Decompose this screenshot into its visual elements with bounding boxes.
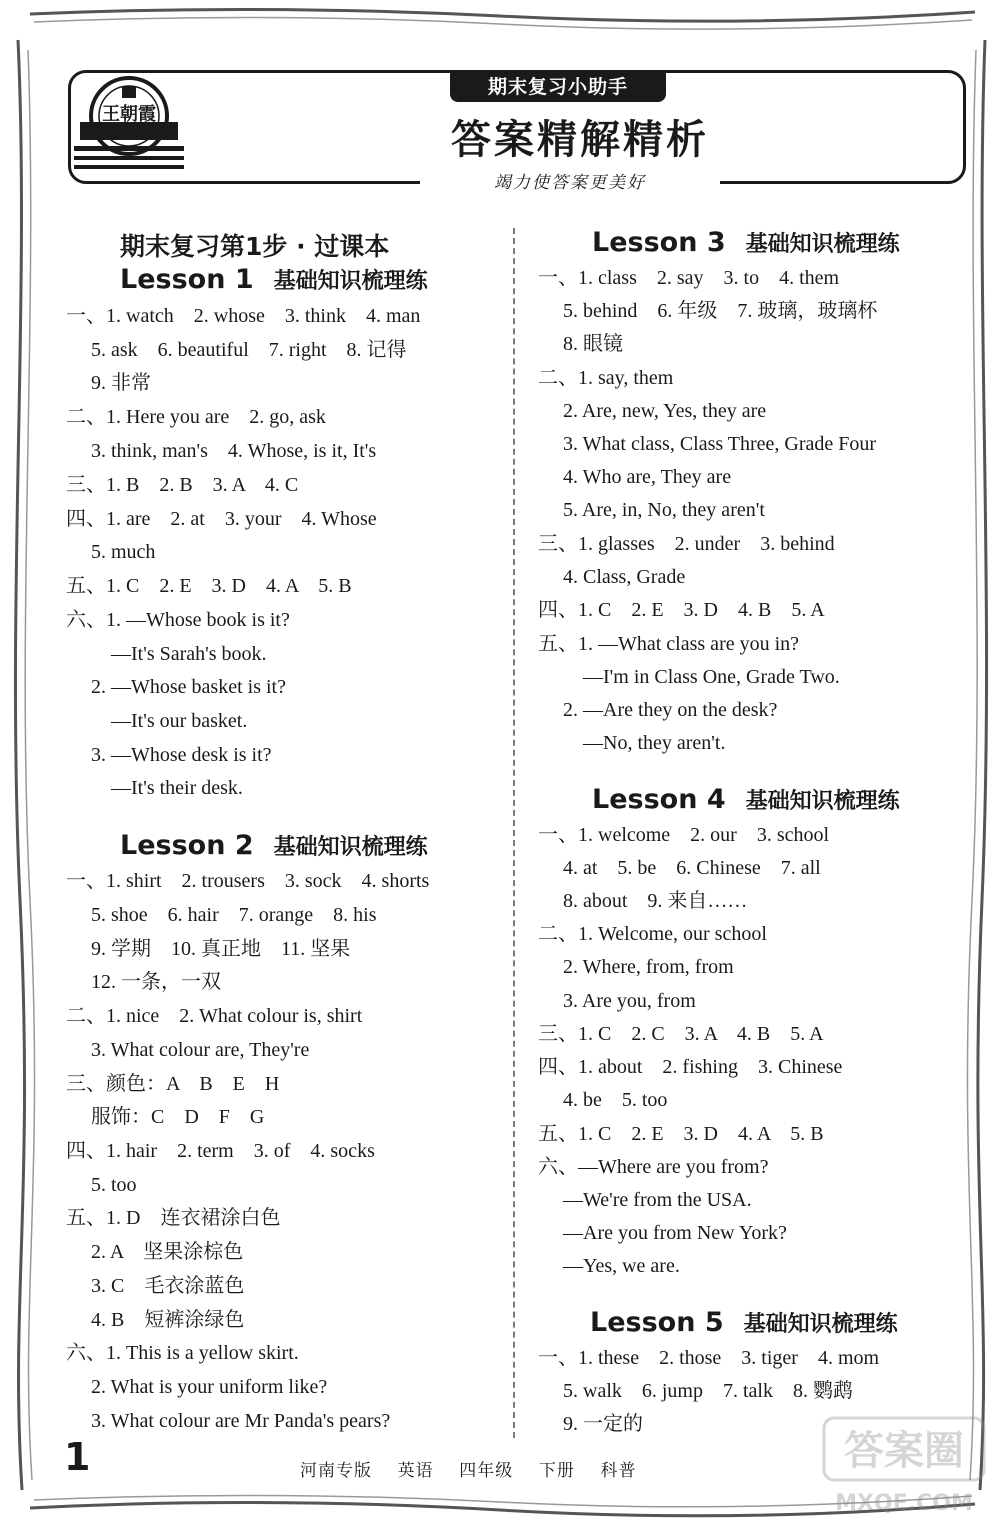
section-title: 期末复习第1步 · 过课本 (120, 232, 390, 261)
answer-line: 5. Are, in, No, they aren't (538, 499, 765, 521)
lesson-name: 基础知识梳理练 (273, 269, 428, 294)
answer-line: 2. A 坚果涂棕色 (66, 1241, 244, 1263)
answer-line: —Yes, we are. (538, 1255, 680, 1277)
answer-line: 9. 非常 (66, 372, 151, 394)
answer-line: —It's our basket. (66, 710, 248, 732)
answer-line: 5. much (66, 541, 156, 563)
lesson-number: Lesson 4 (592, 784, 726, 815)
answer-line: 2. —Whose basket is it? (66, 676, 286, 698)
answer-line: 3. think, man's 4. Whose, is it, It's (66, 440, 377, 462)
answer-line: 四、1. about 2. fishing 3. Chinese (538, 1056, 843, 1078)
answer-line: 9. 一定的 (538, 1413, 643, 1435)
brand-logo (70, 72, 188, 182)
answer-line: 五、1. D 连衣裙涂白色 (66, 1207, 281, 1229)
answer-line: 六、1. —Whose book is it? (66, 609, 290, 631)
answer-line: 12. 一条，一双 (66, 971, 221, 993)
slogan: 竭力使答案更美好 (494, 173, 646, 193)
lesson-4-title (592, 784, 900, 815)
answer-line: 一、1. watch 2. whose 3. think 4. man (66, 305, 421, 327)
watermark-text: 答案圈 (844, 1428, 964, 1474)
answer-line: 四、1. C 2. E 3. D 4. B 5. A (538, 599, 825, 621)
watermark-url: MXQE.COM (835, 1491, 973, 1516)
answer-line: 四、1. hair 2. term 3. of 4. socks (66, 1140, 375, 1162)
lesson-3-title (592, 227, 900, 258)
answer-line: 一、1. shirt 2. trousers 3. sock 4. shorts (66, 870, 430, 892)
answer-line: 三、1. C 2. C 3. A 4. B 5. A (538, 1023, 824, 1045)
answer-line: —Are you from New York? (538, 1222, 787, 1244)
answer-line: 3. Are you, from (538, 990, 696, 1012)
answer-line: 三、1. glasses 2. under 3. behind (538, 533, 835, 555)
lesson-name: 基础知识梳理练 (743, 1312, 898, 1337)
lesson-name: 基础知识梳理练 (745, 789, 900, 814)
answer-line: 4. Who are, They are (538, 466, 732, 488)
answer-line: 3. What class, Class Three, Grade Four (538, 433, 877, 455)
answer-line: 五、1. —What class are you in? (538, 633, 800, 655)
lesson-5-title (590, 1307, 898, 1338)
answer-line: 一、1. class 2. say 3. to 4. them (538, 267, 840, 289)
lesson-name: 基础知识梳理练 (745, 232, 900, 257)
lesson-number: Lesson 1 (120, 264, 254, 295)
answer-line: 3. What colour are Mr Panda's pears? (66, 1410, 391, 1432)
answer-line: 2. —Are they on the desk? (538, 699, 778, 721)
answer-line: 2. What is your uniform like? (66, 1376, 328, 1398)
answer-line: 三、颜色：A B E H (66, 1073, 280, 1095)
answer-line: 5. ask 6. beautiful 7. right 8. 记得 (66, 339, 407, 361)
lesson-name: 基础知识梳理练 (273, 835, 428, 860)
answer-line: —We're from the USA. (538, 1189, 752, 1211)
answer-line: 六、—Where are you from? (538, 1156, 769, 1178)
answer-line: 三、1. B 2. B 3. A 4. C (66, 474, 299, 496)
answer-line: —I'm in Class One, Grade Two. (538, 666, 840, 688)
answer-line: 4. Class, Grade (538, 566, 686, 588)
header-tag: 期末复习小助手 (450, 72, 666, 102)
answer-line: 五、1. C 2. E 3. D 4. A 5. B (538, 1123, 824, 1145)
answer-line: 一、1. these 2. those 3. tiger 4. mom (538, 1347, 880, 1369)
answer-line: 3. —Whose desk is it? (66, 744, 272, 766)
footer-info: 河南专版 英语 四年级 下册 科普 (300, 1461, 637, 1481)
column-divider (513, 228, 515, 1438)
answer-line: 二、1. say, them (538, 367, 674, 389)
answer-line: 六、1. This is a yellow skirt. (66, 1342, 299, 1364)
answer-line: 8. 眼镜 (538, 333, 623, 355)
lesson-number: Lesson 5 (590, 1307, 724, 1338)
answer-line: 5. behind 6. 年级 7. 玻璃，玻璃杯 (538, 300, 878, 322)
answer-line: 8. about 9. 来自…… (538, 890, 748, 912)
answer-line: 二、1. Welcome, our school (538, 923, 767, 945)
answer-line: —No, they aren't. (538, 732, 726, 754)
answer-line: 5. too (66, 1174, 137, 1196)
answer-line: 四、1. are 2. at 3. your 4. Whose (66, 508, 377, 530)
answer-line: 服饰：C D F G (66, 1106, 265, 1128)
lesson-2-title (120, 830, 428, 861)
lesson-number: Lesson 3 (592, 227, 726, 258)
answer-line: 3. What colour are, They're (66, 1039, 310, 1061)
slogan-band (420, 170, 720, 196)
answer-line: 五、1. C 2. E 3. D 4. A 5. B (66, 575, 352, 597)
answer-line: —It's Sarah's book. (66, 643, 267, 665)
answer-line: 5. walk 6. jump 7. talk 8. 鹦鹉 (538, 1380, 853, 1402)
answer-line: —It's their desk. (66, 777, 243, 799)
answer-line: 2. Where, from, from (538, 956, 734, 978)
lesson-number: Lesson 2 (120, 830, 254, 861)
lesson-1-title (120, 264, 428, 295)
answer-line: 二、1. nice 2. What colour is, shirt (66, 1005, 363, 1027)
answer-line: 2. Are, new, Yes, they are (538, 400, 767, 422)
watermark-logo (820, 1412, 990, 1522)
answer-line: 3. C 毛衣涂蓝色 (66, 1275, 245, 1297)
answer-line: 二、1. Here you are 2. go, ask (66, 406, 326, 428)
answer-line: 4. at 5. be 6. Chinese 7. all (538, 857, 821, 879)
svg-text:王朝霞: 王朝霞 (102, 104, 156, 125)
page-number: 1 (64, 1435, 91, 1479)
answer-line: 5. shoe 6. hair 7. orange 8. his (66, 904, 377, 926)
page-title: 答案精解精析 (451, 117, 709, 163)
answer-line: 4. be 5. too (538, 1089, 668, 1111)
answer-line: 9. 学期 10. 真正地 11. 坚果 (66, 938, 351, 960)
answer-line: 一、1. welcome 2. our 3. school (538, 824, 830, 846)
answer-line: 4. B 短裤涂绿色 (66, 1309, 245, 1331)
